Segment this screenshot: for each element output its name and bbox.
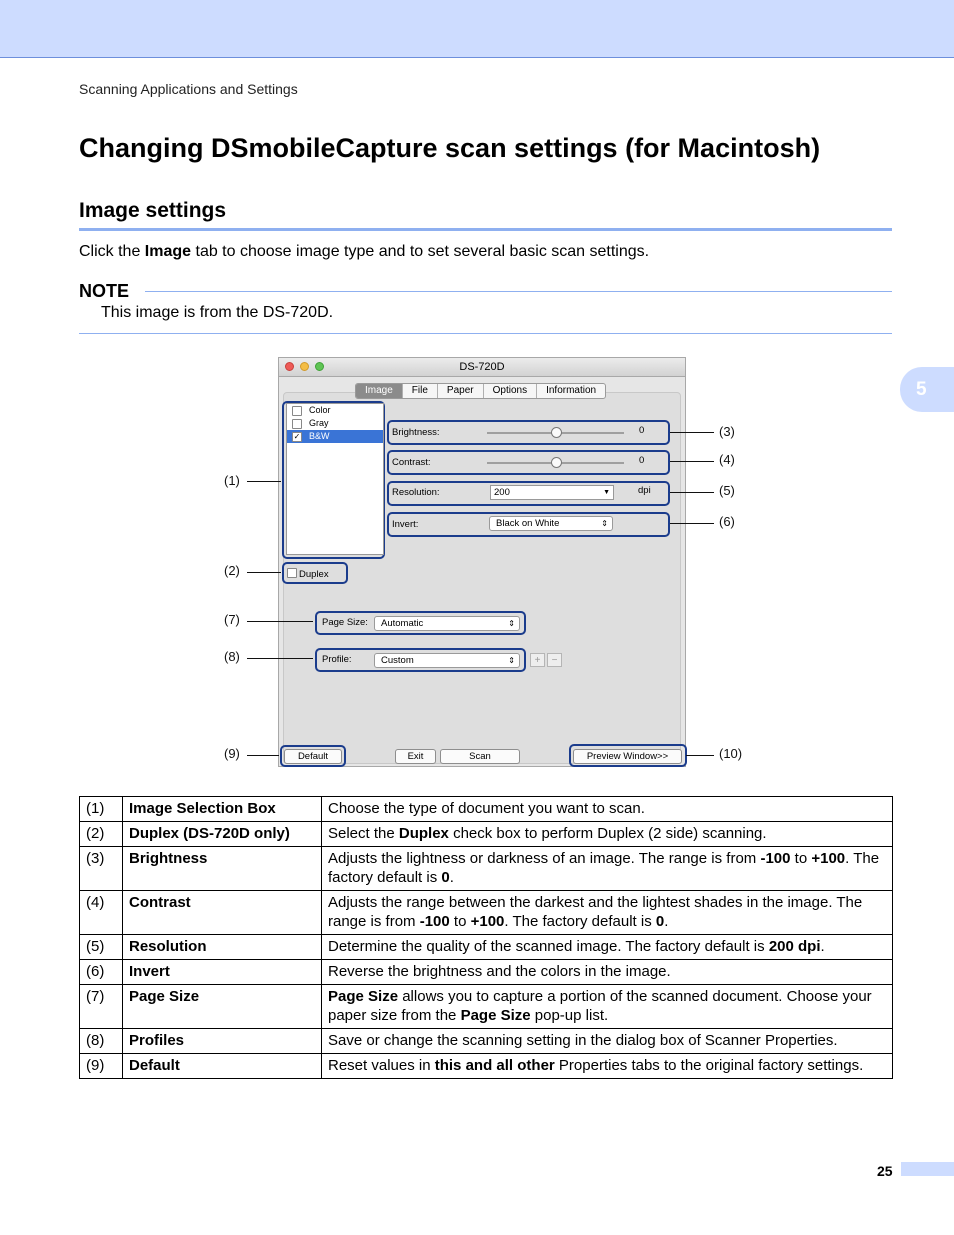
invert-value: Black on White bbox=[496, 518, 560, 529]
note-bottom-rule bbox=[79, 333, 892, 334]
callout-7: (7) bbox=[224, 612, 240, 627]
callout-leader bbox=[686, 755, 714, 756]
exit-button[interactable]: Exit bbox=[395, 749, 436, 764]
page-number-bar bbox=[901, 1162, 954, 1176]
callout-leader bbox=[247, 658, 313, 659]
section-rule bbox=[79, 228, 892, 231]
section-heading: Image settings bbox=[79, 199, 227, 222]
chapter-tab: 5 bbox=[900, 367, 954, 412]
image-type-color[interactable] bbox=[287, 404, 383, 417]
row-term: Default bbox=[123, 1054, 322, 1079]
row-description: Adjusts the lightness or darkness of an image. The range is from -100 to +100. The factory default is 0. bbox=[322, 847, 893, 891]
row-description: Select the Duplex check box to perform Duplex (2 side) scanning. bbox=[322, 822, 893, 847]
window-titlebar bbox=[279, 358, 685, 377]
table-row bbox=[80, 822, 893, 847]
checkmark-icon[interactable]: ✓ bbox=[293, 432, 301, 441]
duplex-checkbox[interactable] bbox=[287, 568, 329, 580]
row-number: (5) bbox=[80, 935, 123, 960]
callout-9: (9) bbox=[224, 746, 240, 761]
callout-leader bbox=[247, 621, 313, 622]
profile-popup[interactable] bbox=[374, 653, 520, 668]
row-number: (7) bbox=[80, 985, 123, 1029]
row-description: Adjusts the range between the darkest and the lightest shades in the image. The range is from -100 to +100. The factory default is 0. bbox=[322, 891, 893, 935]
row-number: (6) bbox=[80, 960, 123, 985]
tab-options[interactable]: Options bbox=[484, 384, 537, 398]
contrast-label: Contrast: bbox=[392, 457, 431, 468]
row-number: (1) bbox=[80, 797, 123, 822]
scan-button[interactable]: Scan bbox=[440, 749, 520, 764]
invert-label: Invert: bbox=[392, 519, 419, 530]
row-number: (8) bbox=[80, 1029, 123, 1054]
page-number: 25 bbox=[877, 1163, 893, 1179]
row-term: Resolution bbox=[123, 935, 322, 960]
row-number: (4) bbox=[80, 891, 123, 935]
page-title: Changing DSmobileCapture scan settings (for Macintosh) bbox=[79, 133, 821, 163]
resolution-value: 200 bbox=[494, 487, 510, 498]
tab-paper[interactable]: Paper bbox=[438, 384, 484, 398]
default-button[interactable]: Default bbox=[284, 749, 342, 764]
updown-arrows-icon: ⇕ bbox=[508, 656, 515, 665]
remove-profile-button[interactable]: − bbox=[547, 653, 562, 667]
row-description: Determine the quality of the scanned image. The factory default is 200 dpi. bbox=[322, 935, 893, 960]
row-number: (9) bbox=[80, 1054, 123, 1079]
profile-value: Custom bbox=[381, 655, 414, 666]
profile-label: Profile: bbox=[322, 654, 352, 665]
settings-table bbox=[79, 796, 893, 1079]
callout-4: (4) bbox=[719, 452, 735, 467]
page-size-label: Page Size: bbox=[322, 617, 368, 628]
tab-information[interactable]: Information bbox=[546, 385, 597, 396]
row-term: Profiles bbox=[123, 1029, 322, 1054]
dropdown-arrow-icon[interactable]: ▼ bbox=[603, 489, 610, 496]
row-description: Choose the type of document you want to scan. bbox=[322, 797, 893, 822]
callout-3: (3) bbox=[719, 424, 735, 439]
table-row bbox=[80, 985, 893, 1029]
page-size-value: Automatic bbox=[381, 618, 424, 629]
row-description: Save or change the scanning setting in the dialog box of Scanner Properties. bbox=[322, 1029, 893, 1054]
image-type-gray[interactable] bbox=[287, 417, 383, 430]
callout-6: (6) bbox=[719, 514, 735, 529]
resolution-unit: dpi bbox=[638, 485, 651, 496]
intro-paragraph bbox=[79, 243, 649, 261]
image-type-label: Color bbox=[309, 405, 331, 415]
row-description: Page Size allows you to capture a portion of the scanned document. Choose your paper size from the Page Size pop-up list. bbox=[322, 985, 893, 1029]
window-title: DS-720D bbox=[459, 361, 505, 373]
add-profile-button[interactable]: + bbox=[530, 653, 545, 667]
table-row bbox=[80, 1029, 893, 1054]
callout-1: (1) bbox=[224, 473, 240, 488]
table-row bbox=[80, 960, 893, 985]
callout-2: (2) bbox=[224, 563, 240, 578]
callout-10: (10) bbox=[719, 746, 743, 761]
callout-8: (8) bbox=[224, 649, 240, 664]
page-size-popup[interactable] bbox=[374, 616, 520, 631]
callout-5: (5) bbox=[719, 483, 735, 498]
invert-popup[interactable] bbox=[489, 516, 613, 531]
table-row bbox=[80, 891, 893, 935]
resolution-label: Resolution: bbox=[392, 487, 440, 498]
callout-leader bbox=[247, 481, 281, 482]
checkbox-icon[interactable] bbox=[292, 419, 302, 429]
intro-bold: Image bbox=[144, 243, 192, 260]
callout-leader bbox=[247, 572, 281, 573]
table-row bbox=[80, 847, 893, 891]
tab-file[interactable]: File bbox=[403, 384, 438, 398]
tab-image[interactable]: Image bbox=[356, 384, 403, 398]
callout-leader bbox=[670, 492, 714, 493]
row-description: Reset values in this and all other Properties tabs to the original factory settings. bbox=[322, 1054, 893, 1079]
intro-text-1: Click the bbox=[79, 243, 145, 260]
contrast-value: 0 bbox=[639, 455, 645, 466]
row-term: Invert bbox=[123, 960, 322, 985]
updown-arrows-icon: ⇕ bbox=[601, 519, 608, 528]
preview-window-button[interactable]: Preview Window>> bbox=[573, 749, 682, 764]
top-header-band bbox=[0, 0, 954, 58]
contrast-slider-knob[interactable] bbox=[551, 457, 562, 468]
note-label: NOTE bbox=[79, 281, 130, 301]
tab-bar bbox=[355, 383, 606, 399]
row-term: Duplex (DS-720D only) bbox=[123, 822, 322, 847]
image-type-bw[interactable] bbox=[287, 430, 383, 443]
checkbox-icon[interactable] bbox=[292, 406, 302, 416]
resolution-combobox[interactable] bbox=[490, 485, 614, 500]
checkbox-icon[interactable] bbox=[287, 568, 297, 578]
callout-leader bbox=[247, 755, 279, 756]
callout-leader bbox=[670, 461, 714, 462]
row-description: Reverse the brightness and the colors in the image. bbox=[322, 960, 893, 985]
table-row bbox=[80, 797, 893, 822]
callout-leader bbox=[670, 523, 714, 524]
brightness-value: 0 bbox=[639, 425, 645, 436]
image-selection-box[interactable] bbox=[286, 403, 384, 555]
note-rule bbox=[145, 291, 892, 292]
intro-text-2: tab to choose image type and to set several basic scan settings. bbox=[191, 243, 650, 260]
scan-settings-dialog bbox=[278, 357, 686, 767]
note-text: This image is from the DS-720D. bbox=[101, 304, 334, 321]
brightness-label: Brightness: bbox=[392, 427, 440, 438]
row-term: Brightness bbox=[123, 847, 322, 891]
brightness-slider-knob[interactable] bbox=[551, 427, 562, 438]
image-type-label: B&W bbox=[309, 431, 330, 441]
table-row bbox=[80, 1054, 893, 1079]
row-term: Contrast bbox=[123, 891, 322, 935]
row-term: Page Size bbox=[123, 985, 322, 1029]
image-type-label: Gray bbox=[309, 418, 329, 428]
row-number: (2) bbox=[80, 822, 123, 847]
duplex-label: Duplex bbox=[299, 569, 329, 580]
breadcrumb: Scanning Applications and Settings bbox=[79, 81, 298, 97]
row-term: Image Selection Box bbox=[123, 797, 322, 822]
table-row bbox=[80, 935, 893, 960]
callout-leader bbox=[670, 432, 714, 433]
updown-arrows-icon: ⇕ bbox=[508, 619, 515, 628]
settings-table-body bbox=[80, 797, 893, 1079]
row-number: (3) bbox=[80, 847, 123, 891]
